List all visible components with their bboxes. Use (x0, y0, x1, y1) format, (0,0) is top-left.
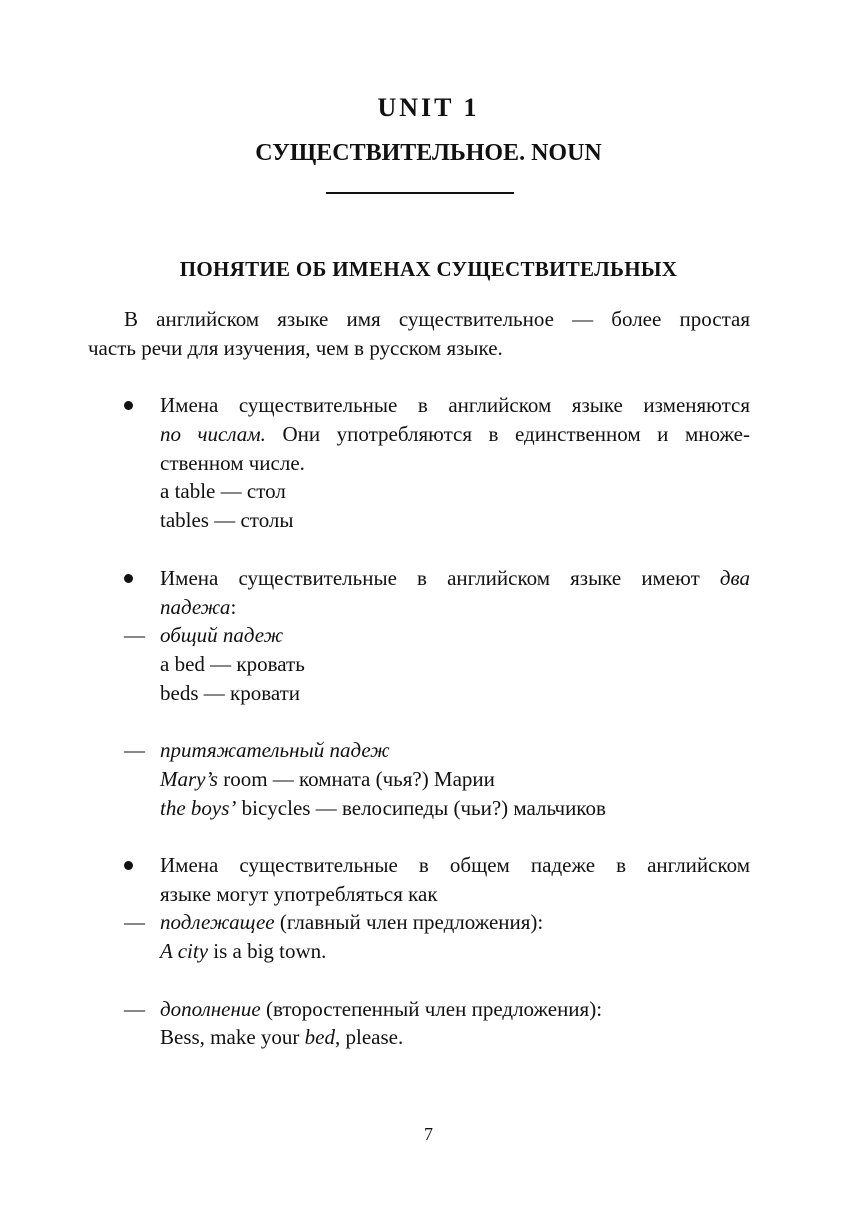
unit-title: UNIT 1 (377, 93, 480, 122)
title-divider (326, 192, 514, 194)
common-case-term: общий падеж (160, 623, 284, 647)
section-heading: ПОНЯТИЕ ОБ ИМЕНАХ СУЩЕСТВИТЕЛЬНЫХ (179, 257, 678, 281)
object-example-term: bed (304, 1025, 335, 1049)
common-case-example-2: beds — кровати (160, 681, 301, 705)
bullet2-term-a: два (719, 566, 750, 590)
bullet1-example-2: tables — столы (160, 508, 294, 532)
object-example-start: Bess, make your (160, 1025, 305, 1049)
bullet1-example-1: a table — стол (160, 479, 286, 503)
common-case-label (160, 621, 283, 649)
bullet1-line-2 (160, 420, 750, 448)
bullet3-line-1: Имена существительные в общем падеже в английском (160, 853, 750, 877)
subject-term: подлежащее (160, 910, 275, 934)
intro-line-1: В английском языке имя существительное — более простая (124, 307, 750, 331)
subject-text: (главный член предложения): (274, 910, 544, 934)
intro-line-2: часть речи для изучения, чем в русском языке. (88, 336, 503, 360)
bullet-icon (124, 574, 133, 583)
bullet2-line-1-text: Имена существительные в английском языке имеют (160, 566, 720, 590)
chapter-title: СУЩЕСТВИТЕЛЬНОЕ. NOUN (255, 140, 602, 166)
bullet2-line-1 (160, 564, 750, 592)
possessive-example-2 (160, 794, 606, 822)
object-example (160, 1023, 403, 1051)
page-number: 7 (424, 1124, 433, 1144)
subject-example-text: is a big town. (208, 939, 327, 963)
dash-marker: — (124, 623, 145, 647)
bullet3-line-2: языке могут употребляться как (160, 882, 438, 906)
possessive-example-2-text: bicycles — велосипеды (чьи?) мальчиков (236, 796, 606, 820)
subject-example-term: A city (160, 939, 209, 963)
object-label (160, 995, 602, 1023)
dash-marker: — (124, 997, 145, 1021)
object-example-end: , please. (334, 1025, 404, 1049)
subject-example (160, 937, 326, 965)
bullet1-line-3: ственном числе. (160, 451, 305, 475)
possessive-example-1-term: Mary’s (160, 767, 218, 791)
bullet1-term: по числам. (160, 422, 266, 446)
subject-label (160, 908, 543, 936)
bullet1-line-1: Имена существительные в английском языке изменяются (160, 393, 750, 417)
dash-marker: — (124, 738, 145, 762)
bullet-icon (124, 861, 133, 870)
bullet-icon (124, 401, 133, 410)
bullet2-line-2 (160, 593, 236, 621)
possessive-example-1-text: room — комната (чья?) Марии (217, 767, 495, 791)
possessive-case-label (160, 736, 390, 764)
bullet1-line-2-text: Они употребляются в единственном и множе- (265, 422, 750, 446)
bullet2-term-b: падежа (160, 595, 231, 619)
object-term: дополнение (160, 997, 261, 1021)
possessive-example-1 (160, 765, 495, 793)
object-text: (второстепенный член предложения): (260, 997, 603, 1021)
dash-marker: — (124, 910, 145, 934)
common-case-example-1: a bed — кровать (160, 652, 305, 676)
possessive-case-term: притяжательный падеж (160, 738, 390, 762)
bullet2-colon: : (230, 595, 237, 619)
possessive-example-2-term: the boys’ (160, 796, 237, 820)
